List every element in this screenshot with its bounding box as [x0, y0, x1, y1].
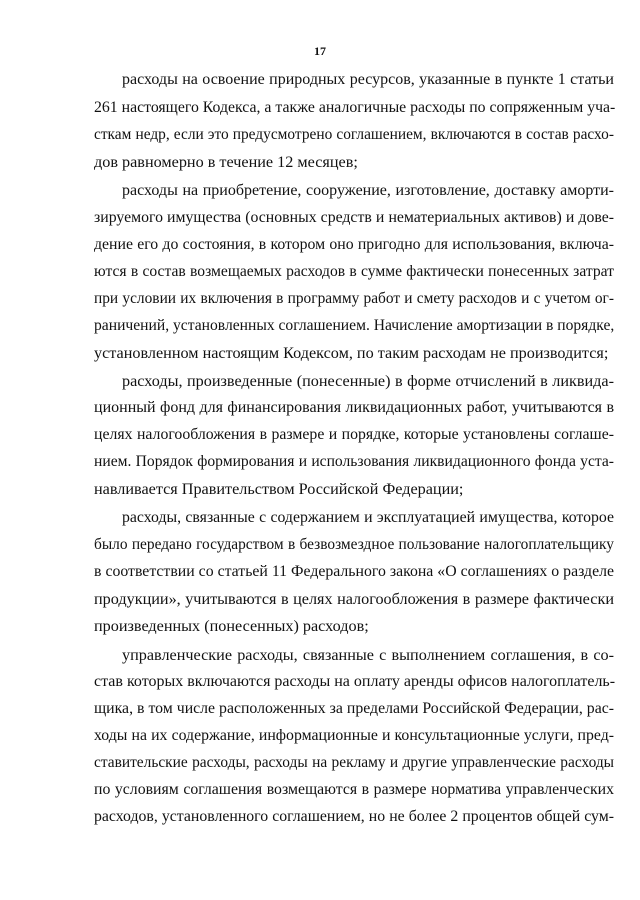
paragraph-4-line-4: продукции», учитываются в целях налогообложения в размере фактически	[94, 590, 614, 608]
paragraph-2-line-7: установленном настоящим Кодексом, по таким расходам не производится;	[94, 344, 609, 362]
paragraph-5-line-3: щика, в том числе расположенных за пределами Российской Федерации, рас-	[94, 700, 614, 717]
paragraph-2-line-5: при условии их включения в программу работ и смету расходов и с учетом ог-	[94, 290, 614, 307]
paragraph-3-line-5: навливается Правительством Российской Федерации;	[94, 480, 464, 498]
paragraph-1-line-3: сткам недр, если это предусмотрено соглашением, включаются в состав расхо-	[94, 126, 614, 143]
paragraph-3-line-2: ционный фонд для финансирования ликвидационных работ, учитываются в	[94, 399, 614, 416]
paragraph-2-line-6: раничений, установленных соглашением. Начисление амортизации в порядке,	[94, 317, 615, 334]
paragraph-5-line-6: по условиям соглашения возмещаются в размере норматива управленческих	[94, 781, 614, 798]
paragraph-5-line-1: управленческие расходы, связанные с выполнением соглашения, в со-	[122, 646, 614, 664]
paragraph-1-line-4: дов равномерно в течение 12 месяцев;	[94, 153, 358, 171]
paragraph-1-line-1: расходы на освоение природных ресурсов, указанные в пункте 1 статьи	[122, 71, 614, 88]
paragraph-3-line-1: расходы, произведенные (понесенные) в форме отчислений в ликвида-	[122, 372, 614, 390]
paragraph-5-line-5: ставительские расходы, расходы на рекламу и другие управленческие расходы	[94, 754, 614, 771]
paragraph-1-line-2: 261 настоящего Кодекса, а также аналогичные расходы по сопряженным уча-	[94, 99, 616, 116]
paragraph-3-line-4: нием. Порядок формирования и использования ликвидационного фонда уста-	[94, 453, 614, 470]
paragraph-5-line-2: став которых включаются расходы на оплату аренды офисов налогоплатель-	[94, 673, 616, 690]
paragraph-4-line-3: в соответствии со статьей 11 Федерального закона «О соглашениях о разделе	[94, 563, 614, 580]
paragraph-2-line-3: дение его до состояния, в котором оно пригодно для использования, включа-	[94, 236, 614, 253]
paragraph-5-line-7: расходов, установленного соглашением, но не более 2 процентов общей сум-	[94, 808, 614, 825]
paragraph-4-line-1: расходы, связанные с содержанием и эксплуатацией имущества, которое	[122, 509, 614, 526]
paragraph-2-line-1: расходы на приобретение, сооружение, изготовление, доставку аморти-	[122, 182, 614, 199]
paragraph-5-line-4: ходы на их содержание, информационные и консультационные услуги, пред-	[94, 727, 614, 744]
paragraph-4-line-2: было передано государством в безвозмездное пользование налогоплательщику	[94, 536, 614, 553]
paragraph-2-line-2: зируемого имущества (основных средств и нематериальных активов) и дове-	[94, 209, 614, 226]
paragraph-2-line-4: ются в состав возмещаемых расходов в сумме фактически понесенных затрат	[94, 263, 614, 280]
paragraph-4-line-5: произведенных (понесенных) расходов;	[94, 617, 369, 635]
page-number: 17	[314, 44, 326, 58]
paragraph-3-line-3: целях налогообложения в размере и порядке, которые установлены соглаше-	[94, 426, 614, 443]
